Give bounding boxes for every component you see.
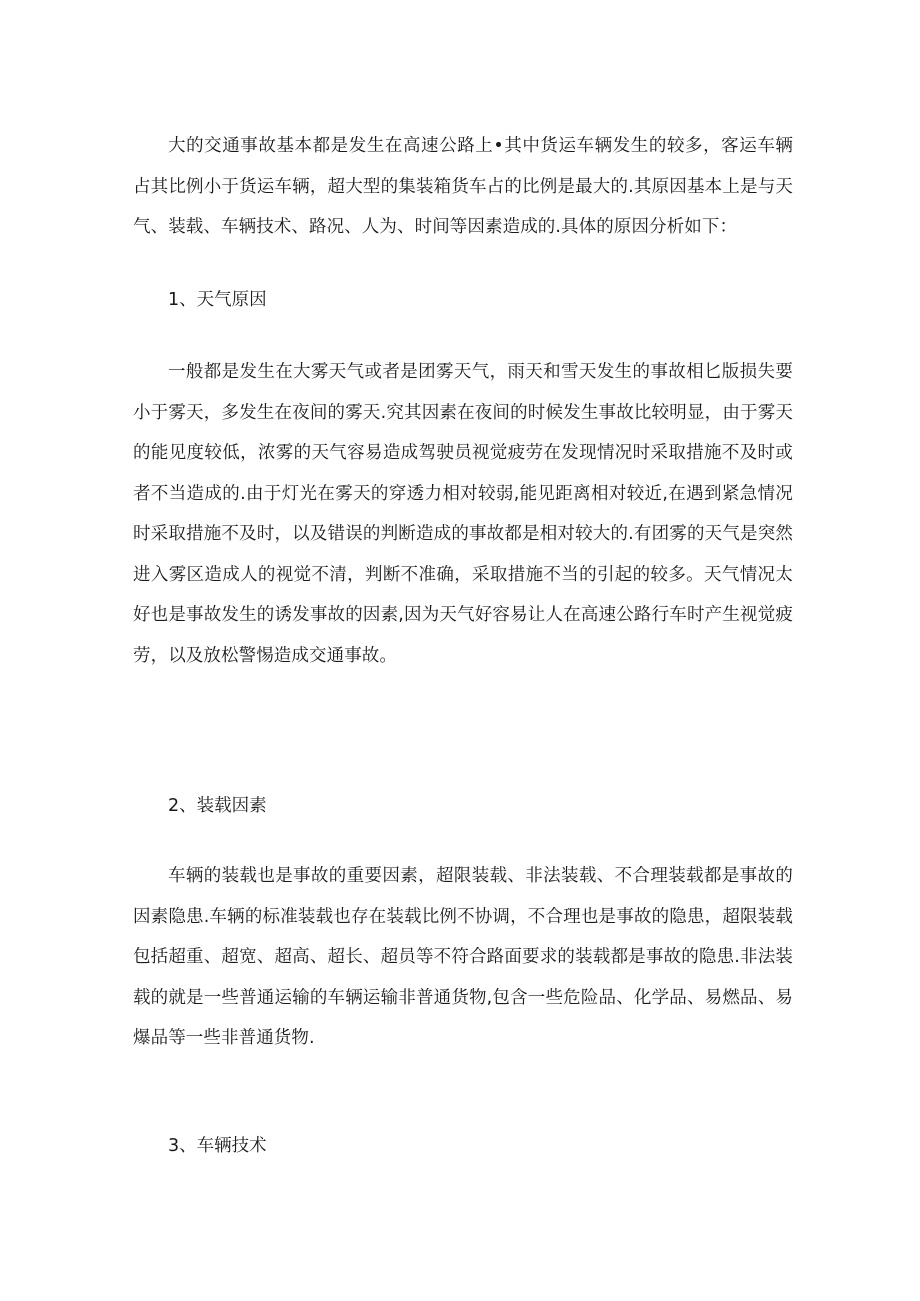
intro-paragraph: 大的交通事故基本都是发生在高速公路上•其中货运车辆发生的较多，客运车辆占其比例小于货运车辆，超大型的集装箱货车占的比例是最大的.其原因基本上是与天气、装载、车辆技术、路况、人为、时间等因素造成的.具体的原因分析如下： xyxy=(133,136,793,237)
section-body-loading: 车辆的装载也是事故的重要因素，超限装载、非法装载、不合理装载都是事故的因素隐患.车辆的标准装载也存在装载比例不协调，不合理也是事故的隐患，超限装载包括超重、超宽、超高、超长、超员等不符合路面要求的装载都是事故的隐患.非法装载的就是一些普通运输的车辆运输非普通货物,包含一些危险品、化学品、易燃品、易爆品等一些非普通货物. xyxy=(133,866,793,1048)
section-heading-loading: 2、装载因素 xyxy=(168,796,267,816)
section-heading-vehicle-technology: 3、车辆技术 xyxy=(168,1136,267,1156)
section-body-weather: 一般都是发生在大雾天气或者是团雾天气，雨天和雪天发生的事故相匕版损失要小于雾天，多发生在夜间的雾天.究其因素在夜间的时候发生事故比较明显，由于雾天的能见度较低，浓雾的天气容易造成驾驶员视觉疲劳在发现情况时采取措施不及时或者不当造成的.由于灯光在雾天的穿透力相对较弱,能见距离相对较近,在遇到紧急情况时采取措施不及时，以及错误的判断造成的事故都是相对较大的.有团雾的天气是突然进入雾区造成人的视觉不清，判断不准确，采取措施不当的引起的较多。天气情况太好也是事故发生的诱发事故的因素,因为天气好容易让人在高速公路行车时产生视觉疲劳，以及放松警惕造成交通事故。 xyxy=(133,362,793,666)
section-heading-weather: 1、天气原因 xyxy=(168,290,267,310)
